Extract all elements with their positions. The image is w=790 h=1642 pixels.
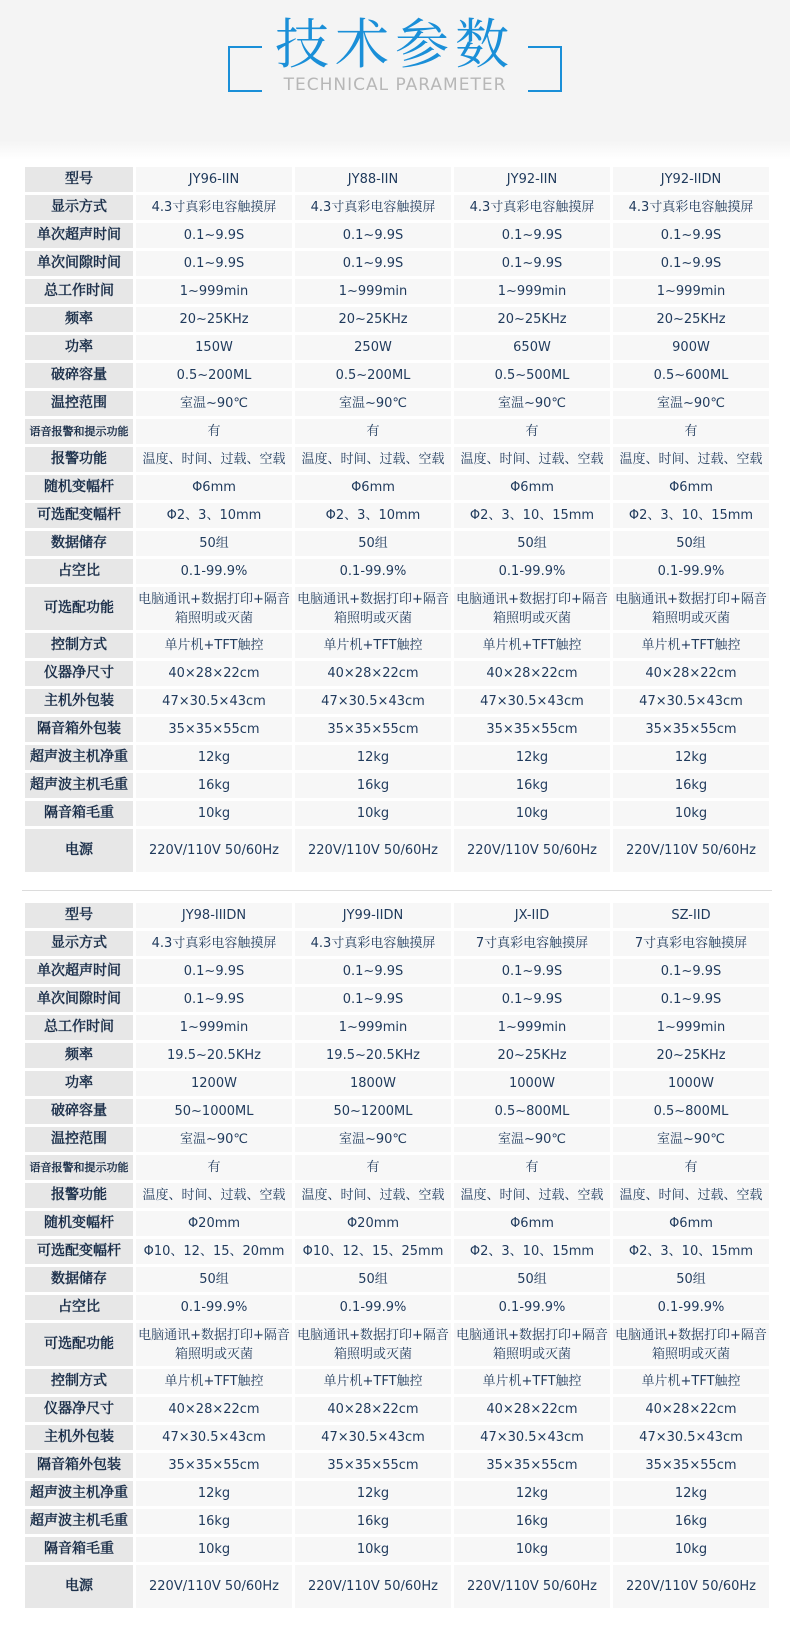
row-label: 仪器净尺寸 — [25, 1397, 133, 1422]
table-row — [25, 1127, 769, 1152]
spec-cell: 温度、时间、过载、空载 — [454, 447, 610, 472]
row-label: 单次超声时间 — [25, 223, 133, 248]
spec-cell: 12kg — [613, 745, 769, 770]
spec-cell: 室温~90℃ — [136, 1127, 292, 1152]
spec-cell: 0.1-99.9% — [136, 559, 292, 584]
spec-cell: 220V/110V 50/60Hz — [136, 829, 292, 872]
row-label: 电源 — [25, 829, 133, 872]
table-row — [25, 661, 769, 686]
spec-cell: 7寸真彩电容触摸屏 — [454, 931, 610, 956]
table-row — [25, 903, 769, 928]
spec-cell: 150W — [136, 335, 292, 360]
spec-cell: 有 — [613, 1155, 769, 1180]
spec-cell: 单片机+TFT触控 — [613, 633, 769, 658]
spec-cell: 0.1~9.9S — [613, 251, 769, 276]
spec-cell: 室温~90℃ — [454, 1127, 610, 1152]
row-label: 仪器净尺寸 — [25, 661, 133, 686]
row-label: 总工作时间 — [25, 1015, 133, 1040]
spec-cell: 1~999min — [454, 279, 610, 304]
spec-cell: 10kg — [454, 1537, 610, 1562]
spec-cell: 35×35×55cm — [613, 1453, 769, 1478]
spec-cell: 47×30.5×43cm — [454, 689, 610, 714]
spec-cell: 温度、时间、过载、空载 — [613, 447, 769, 472]
spec-cell: Φ2、3、10、15mm — [613, 503, 769, 528]
table-row — [25, 745, 769, 770]
spec-cell: 0.1~9.9S — [295, 987, 451, 1012]
spec-cell: 0.1~9.9S — [136, 223, 292, 248]
spec-cell: 有 — [295, 1155, 451, 1180]
row-label: 破碎容量 — [25, 1099, 133, 1124]
spec-cell: 40×28×22cm — [295, 1397, 451, 1422]
spec-cell: 20~25KHz — [454, 1043, 610, 1068]
spec-cell: 电脑通讯+数据打印+隔音箱照明或灭菌 — [454, 1323, 610, 1366]
table-row — [25, 279, 769, 304]
row-label: 语音报警和提示功能 — [25, 419, 133, 444]
spec-cell: 220V/110V 50/60Hz — [454, 829, 610, 872]
spec-cell: 1~999min — [454, 1015, 610, 1040]
spec-cell: 16kg — [295, 1509, 451, 1534]
row-label: 功率 — [25, 335, 133, 360]
row-label: 超声波主机净重 — [25, 1481, 133, 1506]
spec-cell: 室温~90℃ — [295, 391, 451, 416]
table-row — [25, 1071, 769, 1096]
spec-cell: 0.1~9.9S — [295, 959, 451, 984]
spec-cell: 4.3寸真彩电容触摸屏 — [136, 195, 292, 220]
spec-cell: 单片机+TFT触控 — [454, 633, 610, 658]
table-row — [25, 475, 769, 500]
spec-cell: 50组 — [295, 1267, 451, 1292]
spec-cell: 40×28×22cm — [136, 661, 292, 686]
spec-cell: 电脑通讯+数据打印+隔音箱照明或灭菌 — [613, 1323, 769, 1366]
table-row — [25, 307, 769, 332]
spec-cell: 20~25KHz — [613, 307, 769, 332]
spec-cell: 16kg — [295, 773, 451, 798]
spec-cell: 0.1~9.9S — [136, 959, 292, 984]
spec-cell: 有 — [136, 1155, 292, 1180]
row-label: 语音报警和提示功能 — [25, 1155, 133, 1180]
spec-cell: 7寸真彩电容触摸屏 — [613, 931, 769, 956]
row-label: 可选配变幅杆 — [25, 1239, 133, 1264]
spec-table-1-wrap — [22, 164, 772, 875]
table-row — [25, 773, 769, 798]
spec-cell: 10kg — [613, 1537, 769, 1562]
spec-cell: Φ6mm — [613, 1211, 769, 1236]
row-label: 报警功能 — [25, 1183, 133, 1208]
spec-cell: 4.3寸真彩电容触摸屏 — [295, 195, 451, 220]
spec-cell: 室温~90℃ — [613, 1127, 769, 1152]
spec-cell: 10kg — [454, 801, 610, 826]
table-row — [25, 419, 769, 444]
spec-cell: 10kg — [136, 1537, 292, 1562]
row-label: 隔音箱外包装 — [25, 1453, 133, 1478]
table-row — [25, 1481, 769, 1506]
spec-cell: 电脑通讯+数据打印+隔音箱照明或灭菌 — [613, 587, 769, 630]
spec-cell: 0.5~200ML — [136, 363, 292, 388]
spec-cell: 0.1~9.9S — [613, 959, 769, 984]
spec-cell: 50组 — [136, 531, 292, 556]
row-label: 超声波主机净重 — [25, 745, 133, 770]
spec-cell: 35×35×55cm — [136, 1453, 292, 1478]
spec-cell: 35×35×55cm — [613, 717, 769, 742]
table-row — [25, 1425, 769, 1450]
table-row — [25, 1453, 769, 1478]
spec-cell: Φ2、3、10mm — [295, 503, 451, 528]
spec-cell: 16kg — [136, 1509, 292, 1534]
spec-cell: 40×28×22cm — [613, 1397, 769, 1422]
spec-cell: 16kg — [136, 773, 292, 798]
page-title: 技术参数 — [275, 13, 515, 76]
spec-cell: 10kg — [295, 801, 451, 826]
spec-cell: 47×30.5×43cm — [295, 689, 451, 714]
spec-cell: 有 — [454, 1155, 610, 1180]
spec-cell: 50~1200ML — [295, 1099, 451, 1124]
spec-cell: 有 — [454, 419, 610, 444]
spec-cell: 0.1-99.9% — [295, 559, 451, 584]
spec-cell: 0.1-99.9% — [295, 1295, 451, 1320]
spec-cell: 0.1~9.9S — [613, 223, 769, 248]
spec-cell: 电脑通讯+数据打印+隔音箱照明或灭菌 — [295, 1323, 451, 1366]
spec-cell: 0.1-99.9% — [613, 559, 769, 584]
spec-cell: Φ6mm — [613, 475, 769, 500]
spec-cell: 4.3寸真彩电容触摸屏 — [295, 931, 451, 956]
row-label: 主机外包装 — [25, 689, 133, 714]
spec-cell: Φ2、3、10、15mm — [454, 503, 610, 528]
spec-cell: 10kg — [613, 801, 769, 826]
spec-cell: 温度、时间、过载、空载 — [295, 1183, 451, 1208]
spec-cell: 220V/110V 50/60Hz — [136, 1565, 292, 1608]
spec-cell: JY92-IIN — [454, 167, 610, 192]
spec-cell: 40×28×22cm — [136, 1397, 292, 1422]
spec-cell: Φ6mm — [454, 1211, 610, 1236]
table-row — [25, 335, 769, 360]
spec-cell: 19.5~20.5KHz — [136, 1043, 292, 1068]
spec-cell: 0.5~600ML — [613, 363, 769, 388]
spec-cell: 电脑通讯+数据打印+隔音箱照明或灭菌 — [136, 1323, 292, 1366]
spec-cell: 220V/110V 50/60Hz — [613, 1565, 769, 1608]
table-row — [25, 223, 769, 248]
spec-cell: 35×35×55cm — [454, 1453, 610, 1478]
spec-cell: 250W — [295, 335, 451, 360]
spec-cell: 1200W — [136, 1071, 292, 1096]
row-label: 隔音箱毛重 — [25, 801, 133, 826]
spec-cell: Φ20mm — [136, 1211, 292, 1236]
table-row — [25, 1043, 769, 1068]
row-label: 温控范围 — [25, 1127, 133, 1152]
table-row — [25, 931, 769, 956]
spec-cell: 40×28×22cm — [613, 661, 769, 686]
spec-cell: 35×35×55cm — [295, 717, 451, 742]
table-row — [25, 689, 769, 714]
spec-cell: 1800W — [295, 1071, 451, 1096]
spec-cell: 220V/110V 50/60Hz — [454, 1565, 610, 1608]
spec-cell: 温度、时间、过载、空载 — [454, 1183, 610, 1208]
spec-cell: 16kg — [613, 773, 769, 798]
spec-cell: 1~999min — [295, 1015, 451, 1040]
spec-cell: 12kg — [295, 745, 451, 770]
spec-cell: Φ2、3、10、15mm — [454, 1239, 610, 1264]
spec-cell: JY99-IIDN — [295, 903, 451, 928]
spec-cell: 单片机+TFT触控 — [454, 1369, 610, 1394]
table-row — [25, 1323, 769, 1366]
spec-cell: 35×35×55cm — [136, 717, 292, 742]
table-row — [25, 1295, 769, 1320]
spec-cell: 1~999min — [613, 1015, 769, 1040]
row-label: 报警功能 — [25, 447, 133, 472]
spec-cell: 35×35×55cm — [454, 717, 610, 742]
row-label: 超声波主机毛重 — [25, 1509, 133, 1534]
spec-cell: 室温~90℃ — [136, 391, 292, 416]
spec-cell: 10kg — [136, 801, 292, 826]
spec-cell: 单片机+TFT触控 — [136, 633, 292, 658]
table-row — [25, 1537, 769, 1562]
table-row — [25, 633, 769, 658]
spec-cell: 温度、时间、过载、空载 — [295, 447, 451, 472]
spec-cell: Φ2、3、10、15mm — [613, 1239, 769, 1264]
row-label: 总工作时间 — [25, 279, 133, 304]
spec-cell: Φ6mm — [454, 475, 610, 500]
spec-cell: 单片机+TFT触控 — [295, 633, 451, 658]
spec-cell: 0.5~200ML — [295, 363, 451, 388]
spec-cell: 50组 — [613, 1267, 769, 1292]
spec-cell: 20~25KHz — [295, 307, 451, 332]
spec-cell: 47×30.5×43cm — [136, 689, 292, 714]
table-row — [25, 1015, 769, 1040]
spec-cell: 单片机+TFT触控 — [295, 1369, 451, 1394]
spec-cell: 1~999min — [613, 279, 769, 304]
spec-cell: 47×30.5×43cm — [295, 1425, 451, 1450]
spec-table — [22, 164, 772, 875]
row-label: 隔音箱毛重 — [25, 1537, 133, 1562]
spec-cell: 有 — [295, 419, 451, 444]
table-row — [25, 1267, 769, 1292]
spec-cell: 有 — [613, 419, 769, 444]
spec-cell: 50组 — [454, 531, 610, 556]
row-label: 频率 — [25, 307, 133, 332]
row-label: 温控范围 — [25, 391, 133, 416]
spec-cell: Φ2、3、10mm — [136, 503, 292, 528]
row-label: 占空比 — [25, 1295, 133, 1320]
spec-cell: 温度、时间、过载、空载 — [136, 1183, 292, 1208]
spec-cell: 12kg — [454, 745, 610, 770]
spec-cell: 16kg — [454, 1509, 610, 1534]
table-row — [25, 987, 769, 1012]
spec-cell: 0.5~500ML — [454, 363, 610, 388]
row-label: 破碎容量 — [25, 363, 133, 388]
table-row — [25, 829, 769, 872]
spec-cell: JY98-IIIDN — [136, 903, 292, 928]
spec-cell: 0.1-99.9% — [136, 1295, 292, 1320]
row-label: 单次间隙时间 — [25, 251, 133, 276]
spec-cell: 单片机+TFT触控 — [613, 1369, 769, 1394]
spec-cell: 12kg — [295, 1481, 451, 1506]
row-label: 可选配变幅杆 — [25, 503, 133, 528]
spec-cell: Φ6mm — [295, 475, 451, 500]
spec-cell: 0.5~800ML — [613, 1099, 769, 1124]
spec-cell: 220V/110V 50/60Hz — [295, 829, 451, 872]
row-label: 控制方式 — [25, 1369, 133, 1394]
row-label: 数据储存 — [25, 531, 133, 556]
row-label: 占空比 — [25, 559, 133, 584]
spec-cell: 有 — [136, 419, 292, 444]
table-row — [25, 559, 769, 584]
row-label: 数据储存 — [25, 1267, 133, 1292]
spec-cell: 温度、时间、过载、空载 — [613, 1183, 769, 1208]
spec-cell: 12kg — [136, 745, 292, 770]
spec-cell: 0.1~9.9S — [454, 987, 610, 1012]
spec-cell: 0.1~9.9S — [136, 251, 292, 276]
row-label: 型号 — [25, 903, 133, 928]
spec-cell: JY96-IIN — [136, 167, 292, 192]
spec-cell: 40×28×22cm — [454, 661, 610, 686]
spec-cell: 0.1~9.9S — [454, 959, 610, 984]
spec-cell: 温度、时间、过载、空载 — [136, 447, 292, 472]
spec-cell: 35×35×55cm — [295, 1453, 451, 1478]
spec-cell: JY92-IIDN — [613, 167, 769, 192]
spec-cell: 20~25KHz — [454, 307, 610, 332]
spec-cell: 220V/110V 50/60Hz — [613, 829, 769, 872]
spec-cell: 1~999min — [136, 1015, 292, 1040]
spec-cell: 16kg — [454, 773, 610, 798]
spec-cell: 12kg — [454, 1481, 610, 1506]
table-row — [25, 503, 769, 528]
spec-cell: 20~25KHz — [613, 1043, 769, 1068]
spec-cell: 40×28×22cm — [454, 1397, 610, 1422]
spec-cell: 19.5~20.5KHz — [295, 1043, 451, 1068]
row-label: 显示方式 — [25, 931, 133, 956]
spec-cell: SZ-IID — [613, 903, 769, 928]
spec-cell: 12kg — [136, 1481, 292, 1506]
spec-cell: 0.1~9.9S — [136, 987, 292, 1012]
spec-cell: 47×30.5×43cm — [136, 1425, 292, 1450]
spec-cell: 1~999min — [136, 279, 292, 304]
row-label: 控制方式 — [25, 633, 133, 658]
table-row — [25, 1155, 769, 1180]
row-label: 型号 — [25, 167, 133, 192]
row-label: 电源 — [25, 1565, 133, 1608]
row-label: 可选配功能 — [25, 1323, 133, 1366]
spec-cell: 室温~90℃ — [613, 391, 769, 416]
table-row — [25, 447, 769, 472]
row-label: 显示方式 — [25, 195, 133, 220]
table-row — [25, 959, 769, 984]
row-label: 随机变幅杆 — [25, 1211, 133, 1236]
table-row — [25, 801, 769, 826]
table-row — [25, 717, 769, 742]
spec-cell: 0.5~800ML — [454, 1099, 610, 1124]
spec-cell: Φ10、12、15、20mm — [136, 1239, 292, 1264]
spec-cell: 电脑通讯+数据打印+隔音箱照明或灭菌 — [454, 587, 610, 630]
spec-cell: 1~999min — [295, 279, 451, 304]
spec-cell: 50组 — [136, 1267, 292, 1292]
spec-cell: 50组 — [295, 531, 451, 556]
table-row — [25, 167, 769, 192]
spec-cell: 50组 — [454, 1267, 610, 1292]
spec-cell: 12kg — [613, 1481, 769, 1506]
spec-cell: 室温~90℃ — [295, 1127, 451, 1152]
table-row — [25, 363, 769, 388]
row-label: 主机外包装 — [25, 1425, 133, 1450]
table-row — [25, 391, 769, 416]
table-row — [25, 1211, 769, 1236]
spec-cell: 4.3寸真彩电容触摸屏 — [454, 195, 610, 220]
table-row — [25, 1369, 769, 1394]
spec-cell: 单片机+TFT触控 — [136, 1369, 292, 1394]
spec-cell: 47×30.5×43cm — [613, 689, 769, 714]
spec-cell: 0.1~9.9S — [454, 251, 610, 276]
row-label: 单次超声时间 — [25, 959, 133, 984]
spec-cell: 20~25KHz — [136, 307, 292, 332]
spec-cell: Φ20mm — [295, 1211, 451, 1236]
table-row — [25, 1239, 769, 1264]
spec-cell: 室温~90℃ — [454, 391, 610, 416]
section-divider — [22, 890, 772, 891]
spec-cell: 0.1~9.9S — [454, 223, 610, 248]
spec-table-2-wrap — [22, 900, 772, 1611]
row-label: 可选配功能 — [25, 587, 133, 630]
row-label: 隔音箱外包装 — [25, 717, 133, 742]
spec-cell: 47×30.5×43cm — [613, 1425, 769, 1450]
spec-cell: 40×28×22cm — [295, 661, 451, 686]
spec-cell: 650W — [454, 335, 610, 360]
row-label: 超声波主机毛重 — [25, 773, 133, 798]
row-label: 单次间隙时间 — [25, 987, 133, 1012]
spec-cell: 16kg — [613, 1509, 769, 1534]
table-row — [25, 1397, 769, 1422]
spec-cell: 0.1~9.9S — [295, 223, 451, 248]
table-row — [25, 195, 769, 220]
spec-cell: 4.3寸真彩电容触摸屏 — [136, 931, 292, 956]
table-row — [25, 1099, 769, 1124]
spec-table — [22, 900, 772, 1611]
spec-cell: 0.1-99.9% — [613, 1295, 769, 1320]
row-label: 随机变幅杆 — [25, 475, 133, 500]
spec-cell: 4.3寸真彩电容触摸屏 — [613, 195, 769, 220]
row-label: 功率 — [25, 1071, 133, 1096]
table-row — [25, 1183, 769, 1208]
table-row — [25, 531, 769, 556]
table-row — [25, 251, 769, 276]
spec-cell: 50组 — [613, 531, 769, 556]
spec-cell: 0.1-99.9% — [454, 1295, 610, 1320]
spec-cell: Φ6mm — [136, 475, 292, 500]
page-subtitle: TECHNICAL PARAMETER — [283, 75, 507, 95]
spec-cell: JX-IID — [454, 903, 610, 928]
spec-cell: Φ10、12、15、25mm — [295, 1239, 451, 1264]
spec-cell: 电脑通讯+数据打印+隔音箱照明或灭菌 — [295, 587, 451, 630]
spec-cell: 10kg — [295, 1537, 451, 1562]
spec-cell: JY88-IIN — [295, 167, 451, 192]
spec-cell: 电脑通讯+数据打印+隔音箱照明或灭菌 — [136, 587, 292, 630]
page-header — [0, 0, 790, 120]
spec-cell: 0.1~9.9S — [613, 987, 769, 1012]
spec-cell: 220V/110V 50/60Hz — [295, 1565, 451, 1608]
spec-cell: 47×30.5×43cm — [454, 1425, 610, 1450]
table-row — [25, 1565, 769, 1608]
table-row — [25, 1509, 769, 1534]
spec-cell: 1000W — [613, 1071, 769, 1096]
table-row — [25, 587, 769, 630]
spec-cell: 0.1~9.9S — [295, 251, 451, 276]
spec-cell: 0.1-99.9% — [454, 559, 610, 584]
row-label: 频率 — [25, 1043, 133, 1068]
spec-cell: 50~1000ML — [136, 1099, 292, 1124]
spec-cell: 1000W — [454, 1071, 610, 1096]
spec-cell: 900W — [613, 335, 769, 360]
